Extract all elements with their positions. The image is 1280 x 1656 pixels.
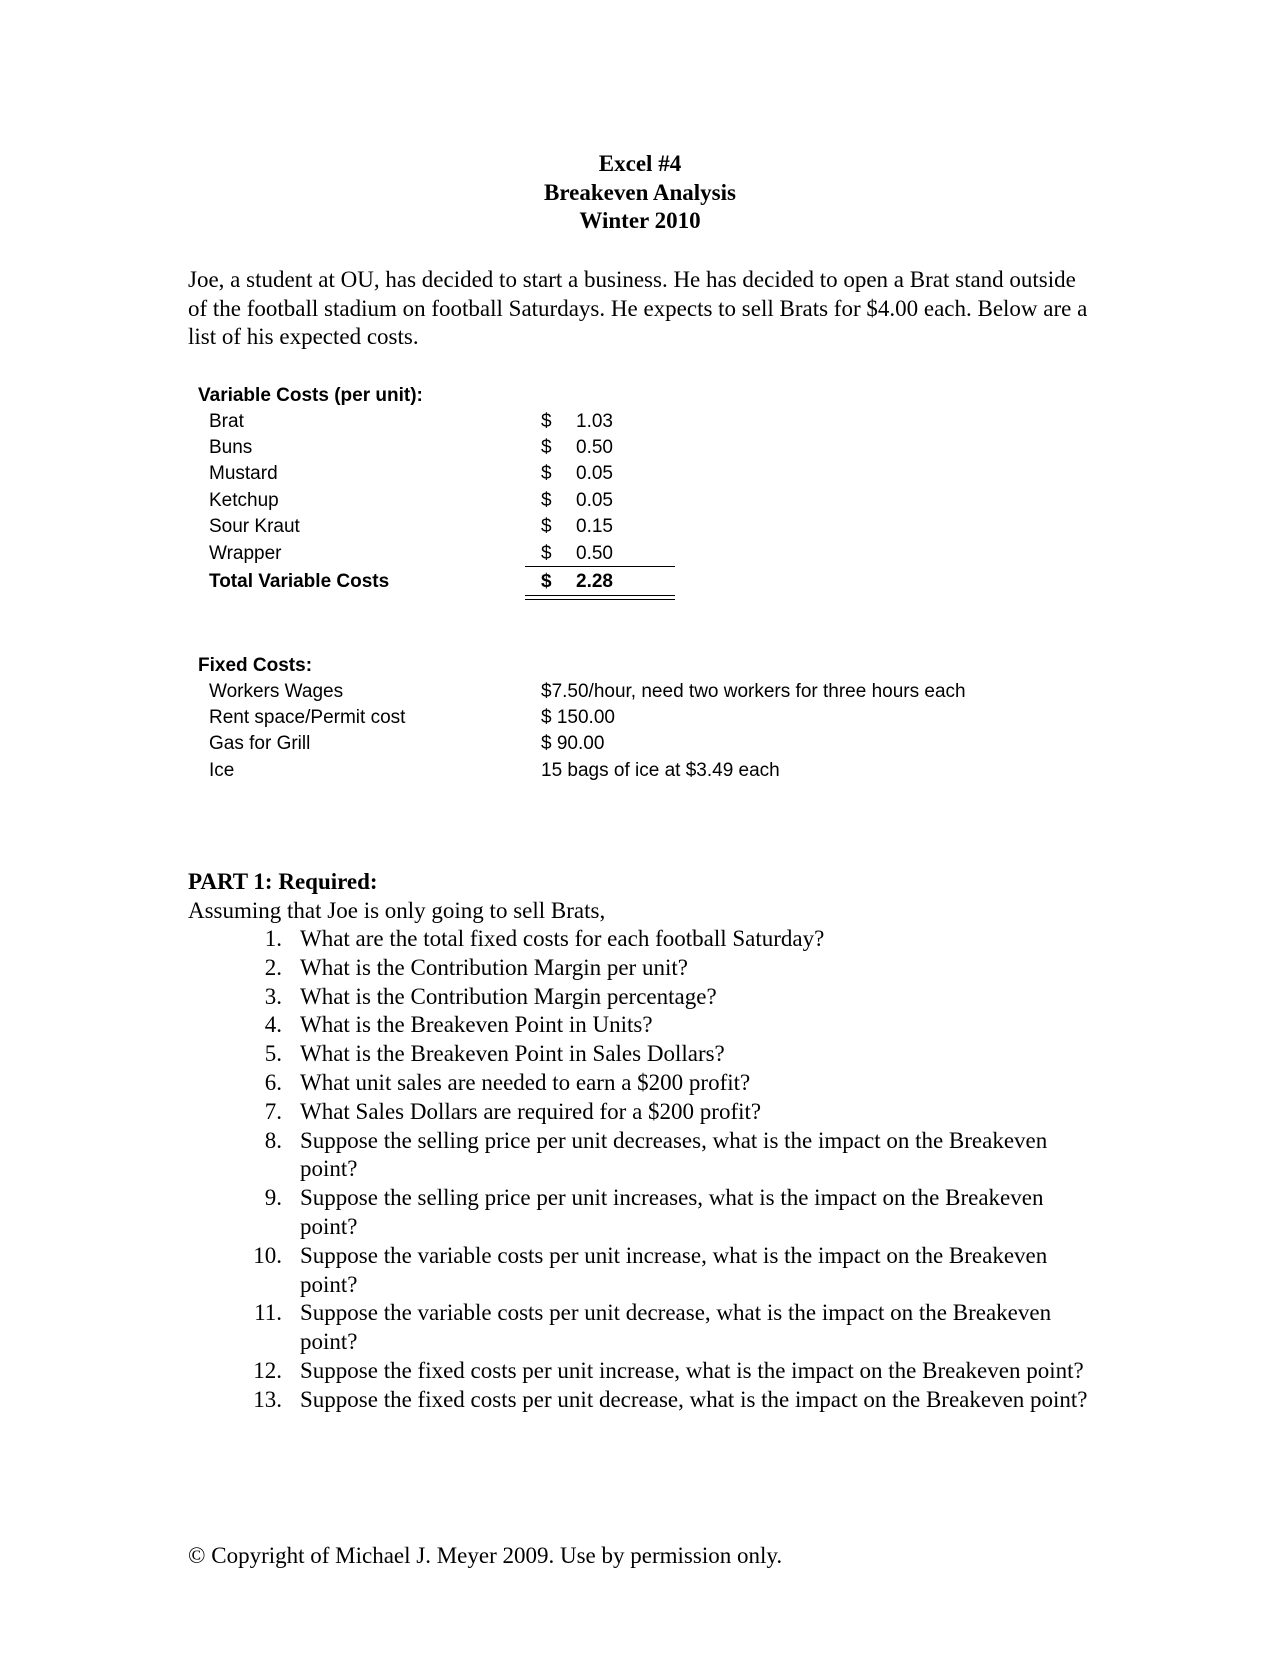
variable-cost-amount: 0.15 <box>576 516 613 537</box>
list-item <box>250 954 1100 983</box>
part1-heading: PART 1: Required: <box>188 869 378 894</box>
question-list <box>250 925 1100 1415</box>
question-number: 3. <box>264 983 282 1009</box>
question-number: 4. <box>264 1012 282 1038</box>
variable-cost-label: Wrapper <box>209 543 282 564</box>
part1-intro: Assuming that Joe is only going to sell Brats, <box>188 898 606 923</box>
fixed-cost-value: $ 150.00 <box>541 707 615 728</box>
variable-cost-currency: $ <box>541 543 552 564</box>
subtotal-rule <box>525 566 675 567</box>
question-text: What is the Contribution Margin per unit? <box>300 954 688 980</box>
question-number: 1. <box>264 926 282 951</box>
fixed-cost-label: Rent space/Permit cost <box>209 707 406 728</box>
variable-cost-amount: 0.05 <box>576 463 613 484</box>
question-number: 12. <box>253 1357 282 1383</box>
question-number: 10. <box>253 1242 282 1268</box>
list-item <box>250 1386 1100 1415</box>
total-double-rule-bottom <box>525 599 675 600</box>
question-text: Suppose the variable costs per unit decrease, what is the impact on the Breakeven point? <box>300 1300 1052 1355</box>
question-text: Suppose the variable costs per unit increase, what is the impact on the Breakeven point? <box>300 1242 1048 1297</box>
variable-costs-heading: Variable Costs (per unit): <box>198 385 423 406</box>
variable-cost-currency: $ <box>541 516 552 537</box>
question-text: What is the Breakeven Point in Units? <box>300 1012 653 1038</box>
variable-cost-currency: $ <box>541 463 552 484</box>
question-text: Suppose the fixed costs per unit decrease, what is the impact on the Breakeven point? <box>300 1386 1088 1412</box>
fixed-cost-label: Gas for Grill <box>209 733 311 754</box>
variable-cost-currency: $ <box>541 490 552 511</box>
title-line-1: Excel #4 <box>598 151 682 176</box>
document-title <box>0 150 1280 236</box>
list-item <box>250 1357 1100 1386</box>
variable-cost-currency: $ <box>541 437 552 458</box>
total-variable-costs-label: Total Variable Costs <box>209 571 390 592</box>
question-number: 13. <box>253 1386 282 1412</box>
title-line-2: Breakeven Analysis <box>544 179 736 205</box>
total-double-rule-top <box>525 595 675 596</box>
question-text: Suppose the selling price per unit decreases, what is the impact on the Breakeven point? <box>300 1127 1048 1182</box>
copyright-notice: © Copyright of Michael J. Meyer 2009. Use by permission only. <box>188 1543 783 1568</box>
variable-cost-label: Sour Kraut <box>209 516 300 537</box>
question-text: Suppose the selling price per unit increases, what is the impact on the Breakeven point? <box>300 1185 1044 1239</box>
list-item <box>250 1299 1100 1357</box>
question-number: 11. <box>254 1300 282 1326</box>
list-item <box>250 983 1100 1012</box>
fixed-cost-value: $7.50/hour, need two workers for three hours each <box>541 681 966 702</box>
intro-paragraph: Joe, a student at OU, has decided to start a business. He has decided to open a Brat stand outside of the football stadium on football Saturdays. He expects to sell Brats for $4.00 each. Below are a list of his expected costs. <box>188 267 1088 349</box>
fixed-costs-heading: Fixed Costs: <box>198 655 313 676</box>
variable-cost-amount: 0.50 <box>576 543 613 564</box>
variable-cost-label: Buns <box>209 437 253 458</box>
list-item <box>250 1127 1100 1185</box>
question-number: 2. <box>264 954 282 980</box>
variable-cost-label: Mustard <box>209 463 278 484</box>
question-text: Suppose the fixed costs per unit increase, what is the impact on the Breakeven point? <box>300 1357 1084 1383</box>
question-number: 9. <box>264 1185 282 1211</box>
fixed-cost-label: Ice <box>209 760 235 781</box>
title-line-3: Winter 2010 <box>579 208 701 233</box>
question-text: What unit sales are needed to earn a $200 profit? <box>300 1069 751 1095</box>
question-text: What are the total fixed costs for each football Saturday? <box>300 926 825 951</box>
fixed-cost-value: $ 90.00 <box>541 733 605 754</box>
fixed-cost-label: Workers Wages <box>209 681 344 702</box>
list-item <box>250 1011 1100 1040</box>
question-number: 7. <box>264 1098 282 1124</box>
total-variable-costs-amount: 2.28 <box>576 571 613 592</box>
question-text: What is the Breakeven Point in Sales Dollars? <box>300 1041 725 1067</box>
question-text: What is the Contribution Margin percentage? <box>300 983 717 1009</box>
variable-cost-label: Brat <box>209 411 244 432</box>
variable-cost-amount: 0.50 <box>576 437 613 458</box>
total-variable-costs-currency: $ <box>541 571 552 592</box>
list-item <box>250 1069 1100 1098</box>
question-number: 8. <box>264 1127 282 1153</box>
variable-cost-label: Ketchup <box>209 490 279 511</box>
list-item <box>250 1184 1100 1242</box>
variable-cost-amount: 1.03 <box>576 411 613 432</box>
variable-cost-amount: 0.05 <box>576 490 613 511</box>
list-item <box>250 1040 1100 1069</box>
list-item <box>250 1098 1100 1127</box>
question-text: What Sales Dollars are required for a $200 profit? <box>300 1098 762 1124</box>
variable-cost-currency: $ <box>541 411 552 432</box>
list-item <box>250 1242 1100 1300</box>
list-item <box>250 925 1100 954</box>
fixed-cost-value: 15 bags of ice at $3.49 each <box>541 760 780 781</box>
question-number: 5. <box>264 1041 282 1067</box>
question-number: 6. <box>264 1069 282 1095</box>
